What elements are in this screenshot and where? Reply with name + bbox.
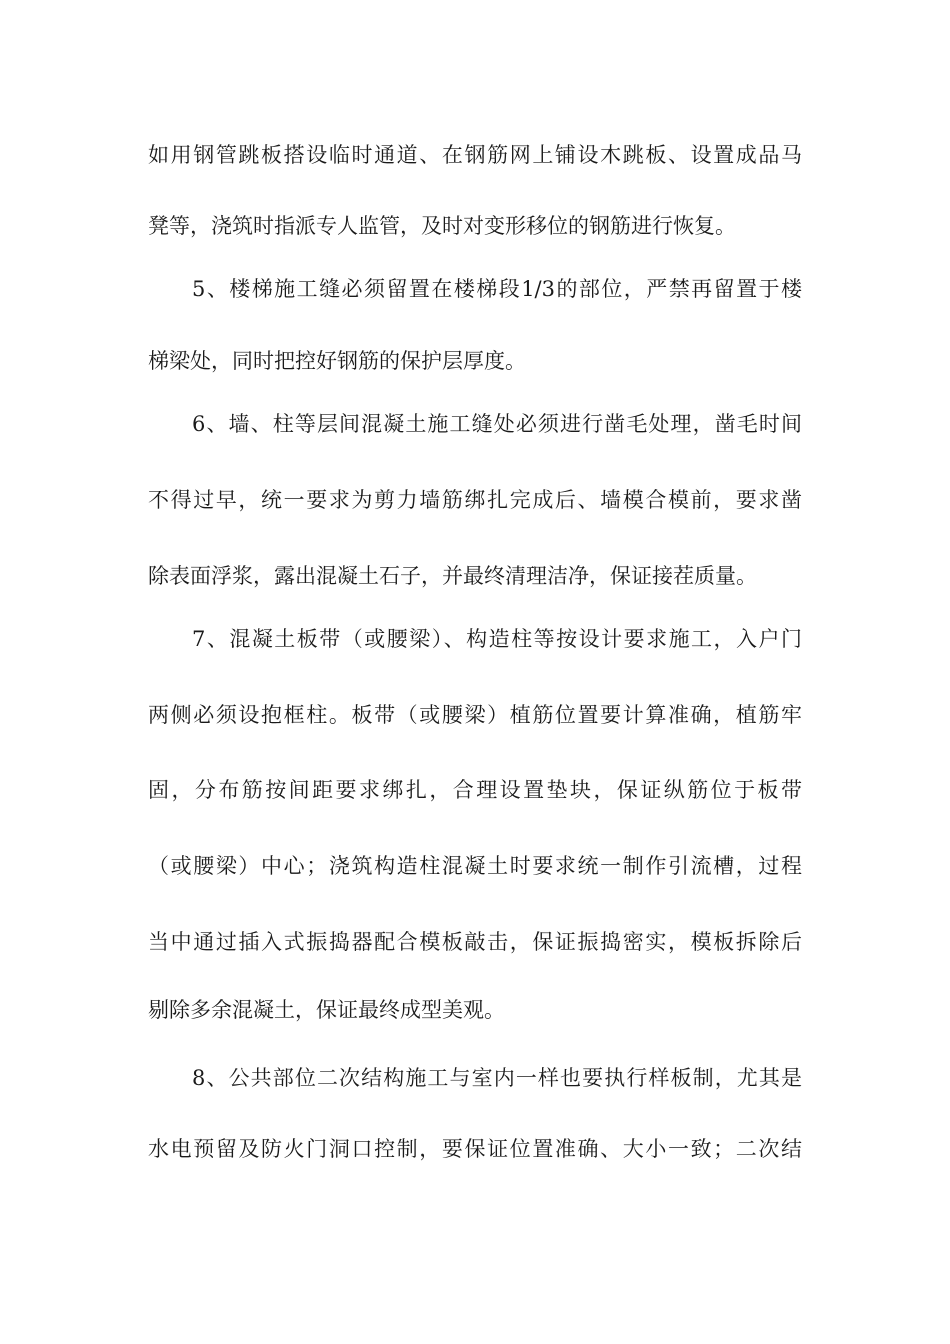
text-line: 凳等，浇筑时指派专人监管，及时对变形移位的钢筋进行恢复。 [148,214,736,238]
text-line: （或腰梁）中心；浇筑构造柱混凝土时要求统一制作引流槽，过程 [148,854,802,878]
paragraph-5-start: 5、楼梯施工缝必须留置在楼梯段1/3的部位，严禁再留置于楼 [192,277,802,301]
paragraph-6-start: 6、墙、柱等层间混凝土施工缝处必须进行凿毛处理，凿毛时间 [192,412,802,436]
paragraph-7-start: 7、混凝土板带（或腰梁）、构造柱等按设计要求施工，入户门 [192,627,802,651]
text-line: 如用钢管跳板搭设临时通道、在钢筋网上铺设木跳板、设置成品马 [148,143,802,167]
text-line: 固，分布筋按间距要求绑扎，合理设置垫块，保证纵筋位于板带 [148,778,802,802]
text-line: 除表面浮浆，露出混凝土石子，并最终清理洁净，保证接茬质量。 [148,564,757,588]
text-line: 剔除多余混凝土，保证最终成型美观。 [148,998,505,1022]
text-line: 两侧必须设抱框柱。板带（或腰梁）植筋位置要计算准确，植筋牢 [148,703,802,727]
text-line: 不得过早，统一要求为剪力墙筋绑扎完成后、墙模合模前，要求凿 [148,488,802,512]
text-line: 当中通过插入式振捣器配合模板敲击，保证振捣密实，模板拆除后 [148,930,802,954]
paragraph-8-start: 8、公共部位二次结构施工与室内一样也要执行样板制，尤其是 [192,1066,802,1090]
text-line: 梯梁处，同时把控好钢筋的保护层厚度。 [148,349,526,373]
text-line: 水电预留及防火门洞口控制，要保证位置准确、大小一致；二次结 [148,1137,802,1161]
